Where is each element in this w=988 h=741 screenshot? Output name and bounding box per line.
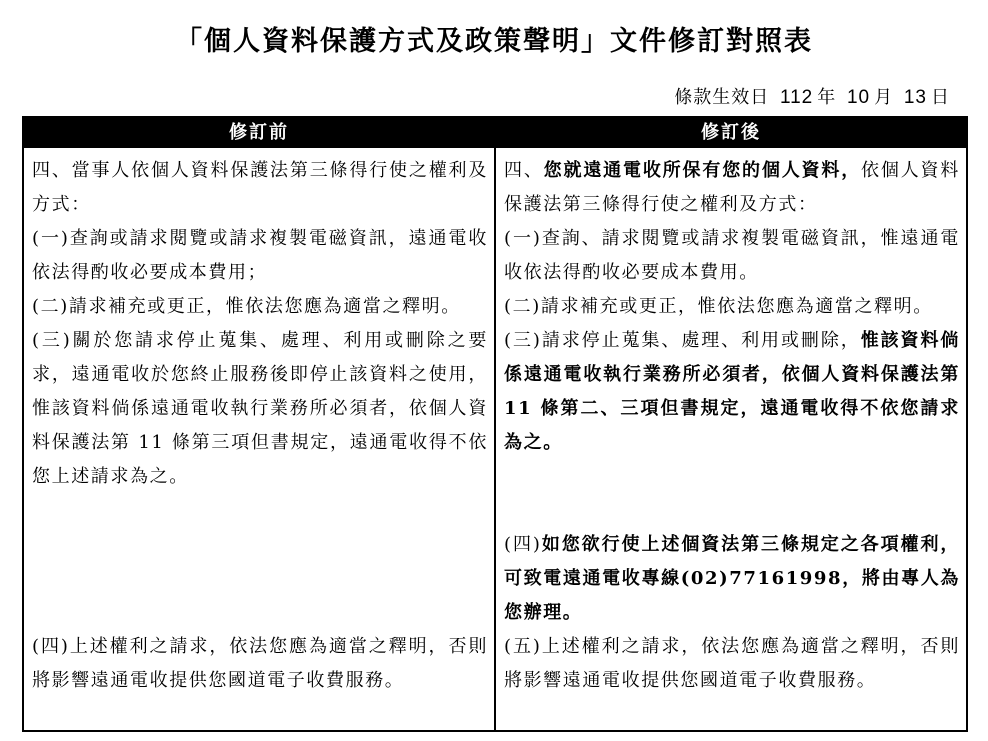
column-after [504, 154, 960, 730]
revision-table [22, 116, 968, 732]
after-item-1: (一)查詢、請求閱覽或請求複製電磁資訊，惟遠通電收依法得酌收必要成本費用。 [504, 228, 960, 283]
header-after: 修訂後 [701, 122, 761, 143]
effective-day: 13 [903, 87, 927, 108]
table-header [24, 118, 966, 148]
before-item-1: (一)查詢或請求閱覽或請求複製電磁資訊，遠通電收依法得酌收必要成本費用； [32, 228, 488, 283]
after-item-3-lead: (三)請求停止蒐集、處理、利用或刪除， [504, 330, 861, 351]
after-item-2: (二)請求補充或更正，惟依法您應為適當之釋明。 [504, 296, 933, 317]
after-item-3 [504, 324, 960, 460]
effective-date [674, 84, 950, 112]
effective-date-prefix: 條款生效日 [674, 87, 770, 108]
after-item-4 [504, 528, 960, 630]
document-title: 「個人資料保護方式及政策聲明」文件修訂對照表 [175, 26, 813, 57]
before-clause-intro: 四、當事人依個人資料保護法第三條得行使之權利及方式： [32, 160, 488, 215]
after-clause-intro-bold: 您就遠通電收所保有您的個人資料， [543, 160, 862, 181]
after-item-4-bold: 如您欲行使上述個資法第三條規定之各項權利，可致電遠通電收專線(02)77161998，將由專人為您辦理。 [504, 534, 960, 623]
after-item-4-lead: (四) [504, 534, 542, 555]
effective-day-unit: 日 [931, 87, 950, 108]
before-item-4: (四)上述權利之請求，依法您應為適當之釋明，否則將影響遠通電收提供您國道電子收費服務。 [32, 636, 488, 691]
after-item-3-bold: 惟該資料倘係遠通電收執行業務所必須者，依個人資料保護法第 11 條第二、三項但書規定，遠通電收得不依您請求為之。 [504, 330, 960, 453]
after-clause-intro-rest: 依個人資料保護法第三條得行使之權利及方式： [504, 160, 960, 215]
effective-month-unit: 月 [874, 87, 894, 108]
header-before: 修訂前 [229, 122, 289, 143]
effective-month: 10 [846, 87, 871, 108]
before-item-3: (三)關於您請求停止蒐集、處理、利用或刪除之要求，遠通電收於您終止服務後即停止該資料之使用，惟該資料倘係遠通電收執行業務所必須者，依個人資料保護法第 11 條第三項但書規定，遠通電收得不依您上述請求為之。 [32, 330, 488, 487]
before-item-2: (二)請求補充或更正，惟依法您應為適當之釋明。 [32, 296, 461, 317]
effective-year: 112 [779, 87, 814, 108]
effective-year-unit: 年 [817, 87, 837, 108]
column-before [32, 154, 488, 730]
column-divider [494, 148, 496, 730]
after-clause-intro-lead: 四、 [504, 160, 544, 181]
after-item-5: (五)上述權利之請求，依法您應為適當之釋明，否則將影響遠通電收提供您國道電子收費服務。 [504, 636, 960, 691]
after-clause-intro [504, 154, 960, 222]
